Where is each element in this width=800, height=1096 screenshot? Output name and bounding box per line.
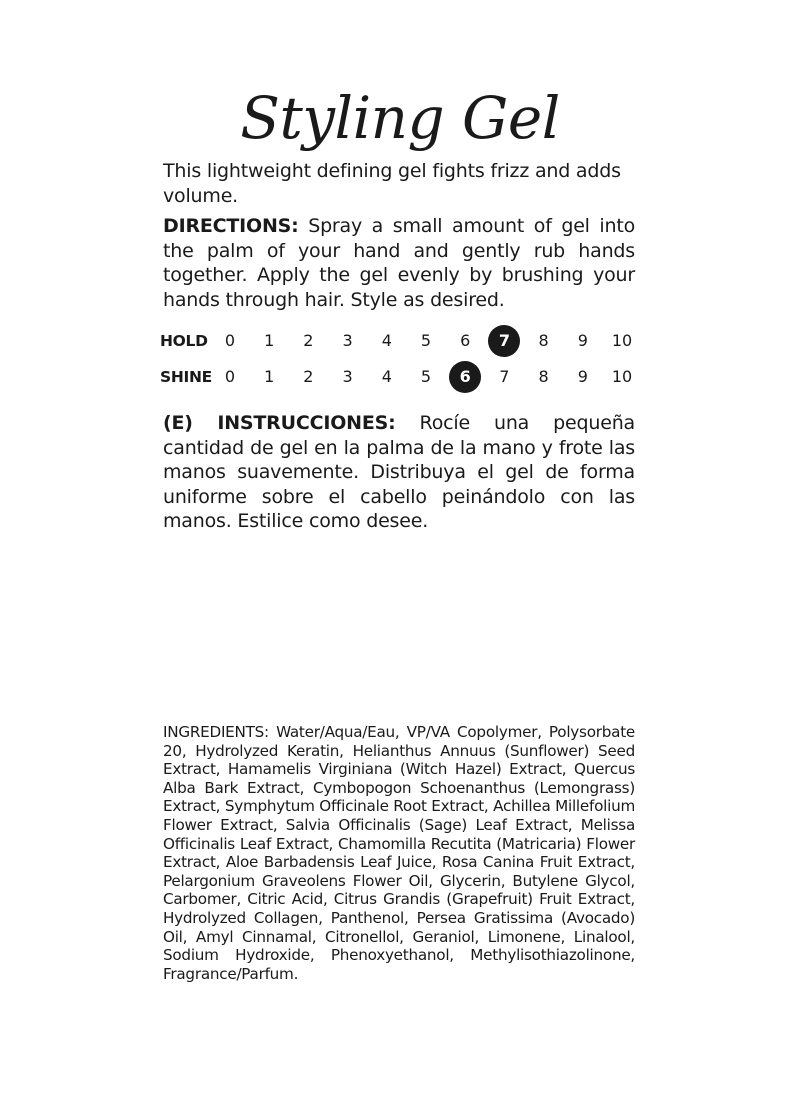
shine-value-2: 2 bbox=[303, 367, 314, 386]
shine-value-0: 0 bbox=[224, 367, 236, 386]
shine-value-3: 3 bbox=[342, 367, 353, 386]
instrucciones-text: Rocíe una pequeña cantidad de gel en la palma de la mano y frote las manos suavemente. Distribuya el gel de forma uniforme sobre el cabello peinándolo con las manos. Estilice como desee. bbox=[163, 412, 635, 532]
hold-value-7-selected: 7 bbox=[488, 325, 520, 357]
shine-value-4: 4 bbox=[381, 367, 392, 386]
directions-text: Spray a small amount of gel into the palm of your hand and gently rub hands together. Apply the gel evenly by brushing your hands through hair. Style as desired. bbox=[163, 215, 635, 311]
hold-value-10: 10 bbox=[611, 331, 633, 350]
instrucciones-section bbox=[163, 411, 635, 534]
hold-value-2: 2 bbox=[303, 331, 314, 350]
hold-value-9: 9 bbox=[577, 331, 588, 350]
hold-label: HOLD bbox=[160, 332, 208, 350]
shine-value-8: 8 bbox=[538, 367, 549, 386]
shine-value-1: 1 bbox=[264, 367, 275, 386]
directions-label: DIRECTIONS: bbox=[163, 215, 299, 237]
ingredients-text: Water/Aqua/Eau, VP/VA Copolymer, Polysorbate 20, Hydrolyzed Keratin, Helianthus Annuus (Sunflower) Seed Extract, Hamamelis Virginiana (Witch Hazel) Extract, Quercus Alba Bark Extract, Cymbopogon Schoenanthus (Lemongrass) Extract, Symphytum Officinale Root Extract, Achillea Millefolium Flower Extract, Salvia Officinalis (Sage) Leaf Extract, Melissa Officinalis Leaf Extract, Chamomilla Recutita (Matricaria) Flower Extract, Aloe Barbadensis Leaf Juice, Rosa Canina Fruit Extract, Pelargonium Graveolens Flower Oil, Glycerin, Butylene Glycol, Carbomer, Citric Acid, Citrus Grandis (Grapefruit) Fruit Extract, Hydrolyzed Collagen, Panthenol, Persea Gratissima (Avocado) Oil, Amyl Cinnamal, Citronellol, Geraniol, Limonene, Linalool, Sodium Hydroxide, Phenoxyethanol, Methylisothiazolinone, Fragrance/Parfum. bbox=[163, 723, 635, 983]
shine-value-7: 7 bbox=[499, 367, 510, 386]
shine-value-6-selected: 6 bbox=[449, 361, 481, 393]
hold-value-3: 3 bbox=[342, 331, 353, 350]
shine-value-10: 10 bbox=[611, 367, 633, 386]
product-description: This lightweight defining gel fights frizz and adds volume. bbox=[163, 160, 621, 207]
product-title: Styling Gel bbox=[240, 84, 560, 152]
shine-label: SHINE bbox=[160, 368, 212, 386]
shine-value-5: 5 bbox=[420, 367, 432, 386]
ingredients-section bbox=[163, 723, 635, 983]
hold-value-4: 4 bbox=[381, 331, 392, 350]
directions-section bbox=[163, 214, 635, 312]
hold-value-8: 8 bbox=[538, 331, 549, 350]
hold-value-1: 1 bbox=[264, 331, 275, 350]
shine-value-9: 9 bbox=[577, 367, 588, 386]
hold-value-0: 0 bbox=[224, 331, 236, 350]
hold-value-5: 5 bbox=[420, 331, 432, 350]
ingredients-label: INGREDIENTS: bbox=[163, 723, 269, 741]
instrucciones-label: (E) INSTRUCCIONES: bbox=[163, 412, 396, 434]
hold-value-6: 6 bbox=[460, 331, 471, 350]
